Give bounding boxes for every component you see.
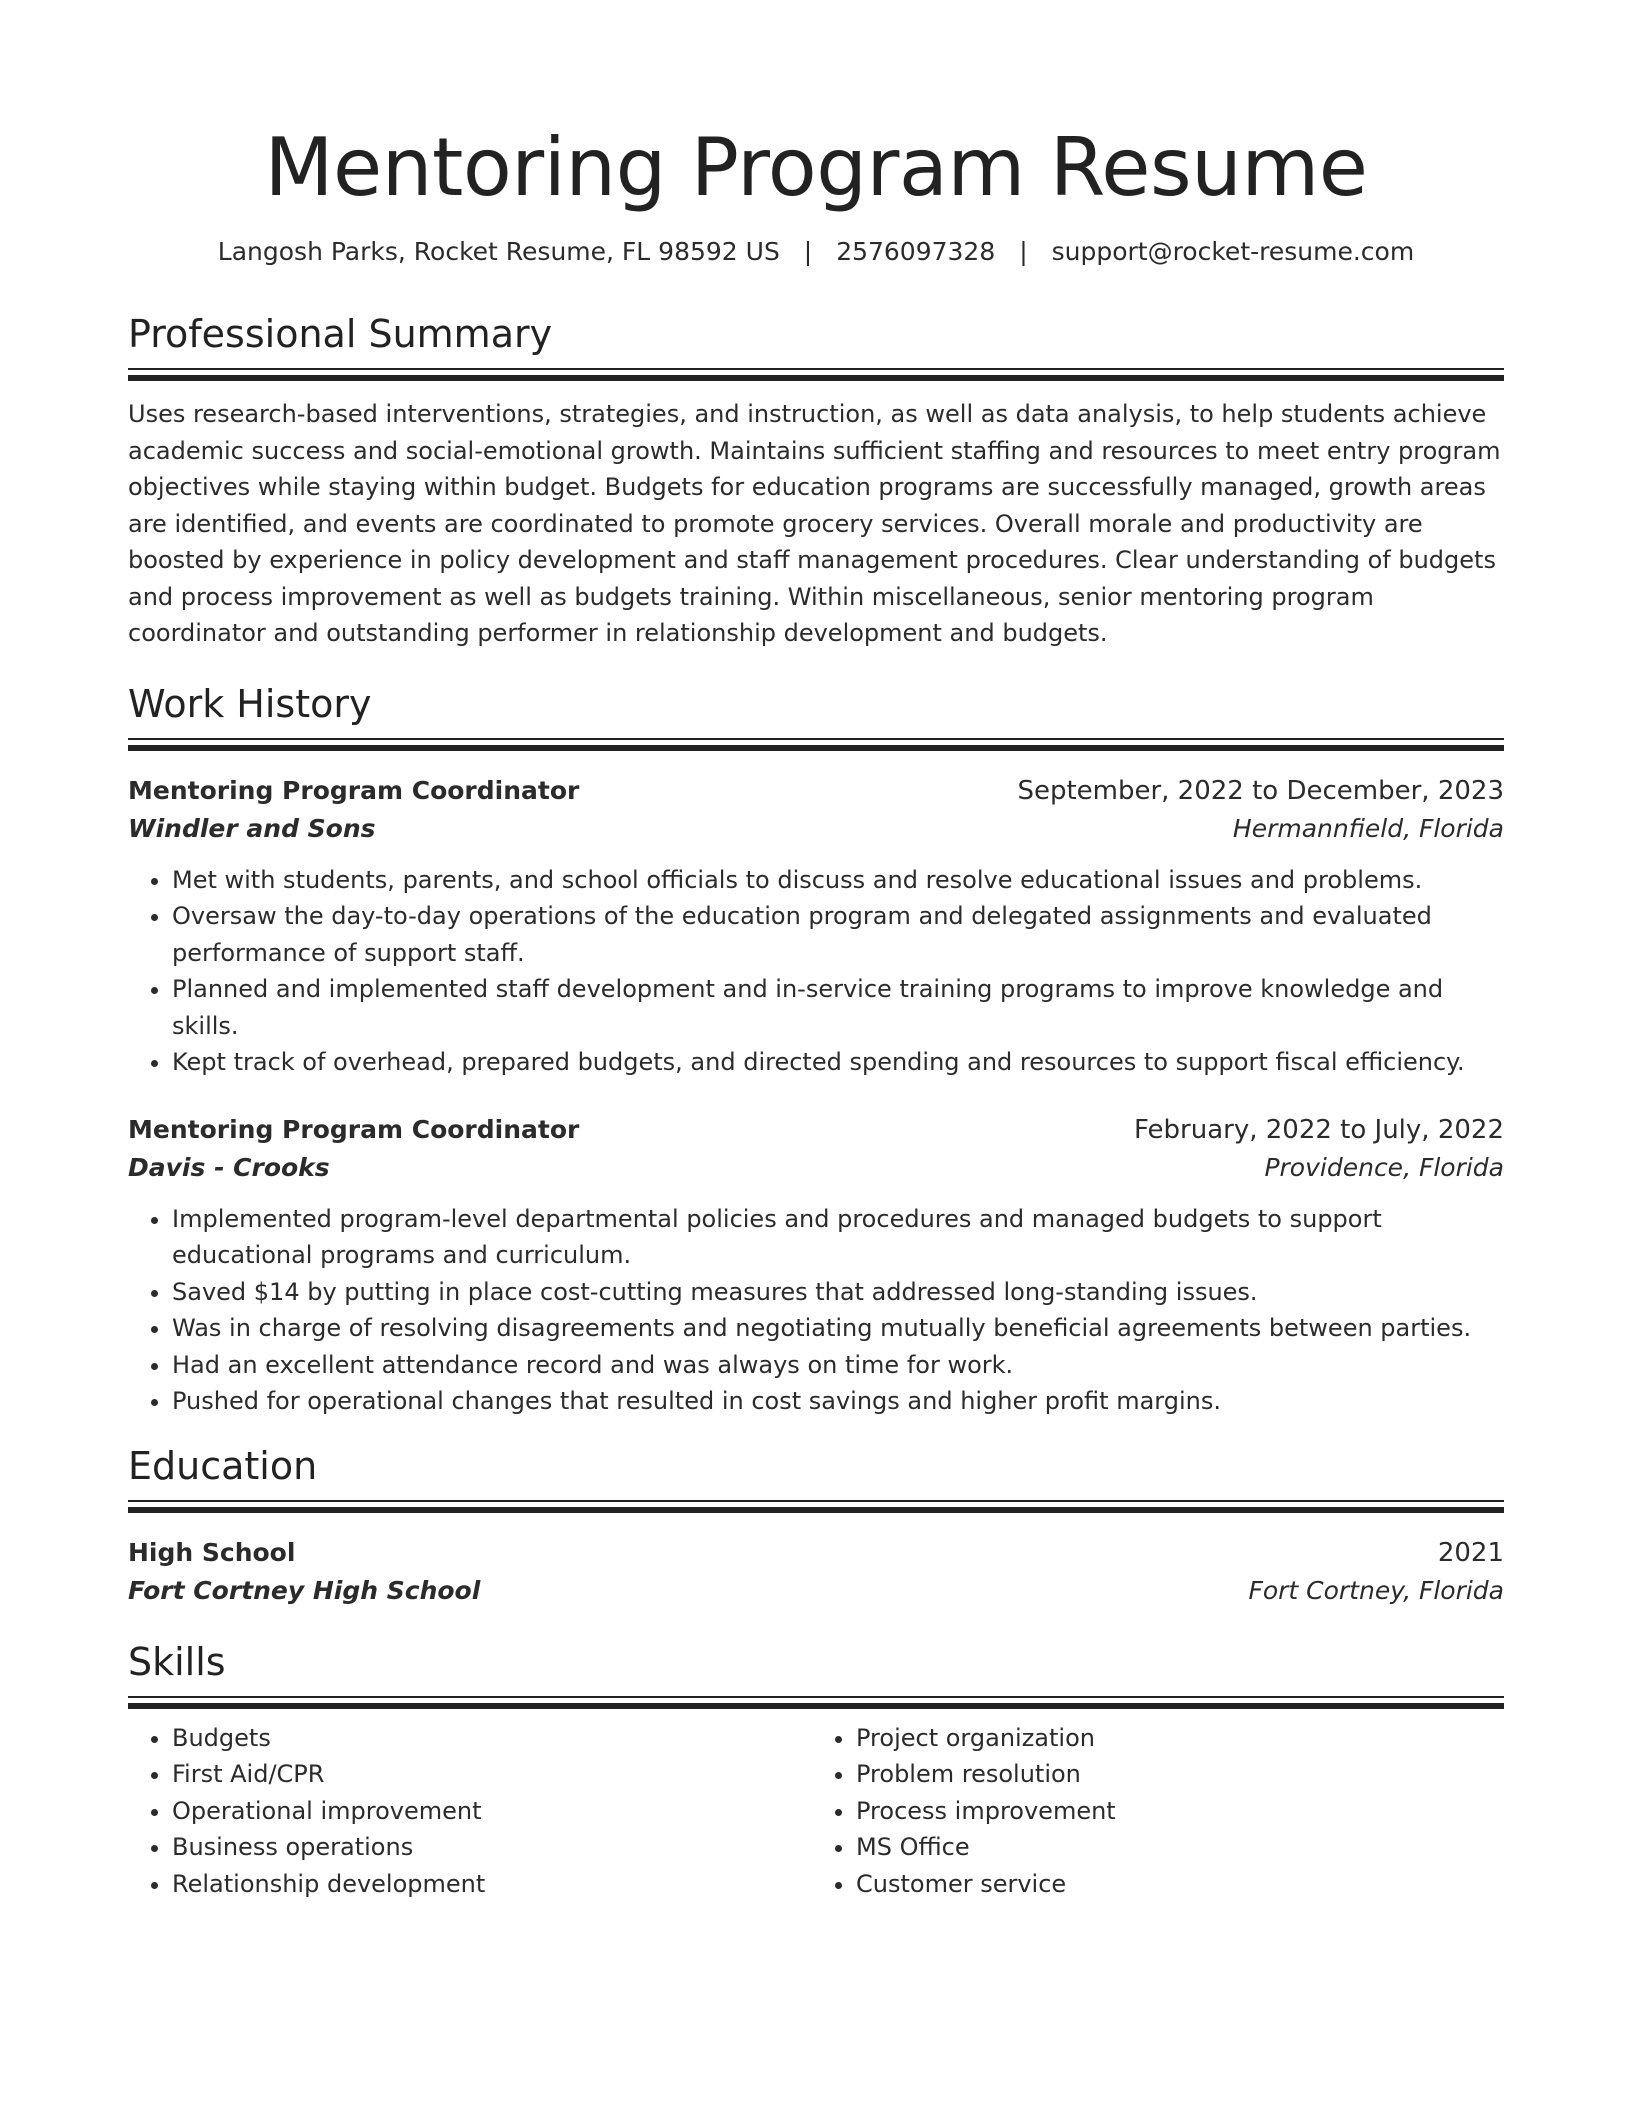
skills-columns: [128, 1720, 1504, 1903]
education-location: Fort Cortney, Florida: [1248, 1575, 1504, 1605]
list-item: • MS Office: [856, 1829, 1490, 1866]
contact-separator: |: [1019, 237, 1028, 266]
work-history-section: [128, 680, 1504, 1420]
skills-section: [128, 1638, 1504, 1903]
job-company-row: [128, 1149, 1504, 1187]
resume-name: Mentoring Program Resume: [264, 121, 1368, 214]
list-item: • Implemented program-level departmental policies and procedures and managed budgets to support educational programs and curriculum.: [172, 1201, 1504, 1274]
contact-email: support@rocket-resume.com: [1051, 237, 1415, 266]
list-item: • Relationship development: [172, 1866, 806, 1903]
list-item: • First Aid/CPR: [172, 1756, 806, 1793]
education-degree: High School: [128, 1537, 296, 1567]
section-title-education: Education: [128, 1443, 318, 1488]
list-item: • Saved $14 by putting in place cost-cutting measures that addressed long-standing issues.: [172, 1274, 1504, 1311]
section-divider: [128, 738, 1504, 750]
section-divider: [128, 1500, 1504, 1512]
job-header-row: [128, 1111, 1504, 1149]
education-header-row: [128, 1534, 1504, 1572]
job-company-row: [128, 810, 1504, 848]
section-title-work: Work History: [128, 681, 372, 726]
job-title: Mentoring Program Coordinator: [128, 775, 580, 805]
education-school: Fort Cortney High School: [128, 1575, 481, 1605]
resume-page: [128, 0, 1504, 1902]
list-item: • Had an excellent attendance record and was always on time for work.: [172, 1347, 1504, 1384]
list-item: • Planned and implemented staff development and in-service training programs to improve knowledge and skills.: [172, 971, 1504, 1044]
section-title-summary: Professional Summary: [128, 312, 553, 356]
contact-line: [128, 234, 1504, 270]
job-entry: [128, 1111, 1504, 1420]
list-item: • Problem resolution: [856, 1756, 1490, 1793]
job-bullets: [128, 862, 1504, 1081]
list-item: • Oversaw the day-to-day operations of the education program and delegated assignments and evaluated performance of support staff.: [172, 898, 1504, 971]
job-entry: [128, 772, 1504, 1081]
education-school-row: [128, 1572, 1504, 1610]
education-year: 2021: [1437, 1537, 1504, 1568]
summary-text: Uses research-based interventions, strategies, and instruction, as well as data analysis, to help students achieve academic success and social-emotional growth. Maintains sufficient staffing and resources to meet entry program objectives while staying within budget. Budgets for education programs are successfully managed, growth areas are identified, and events are coordinated to promote grocery services. Overall morale and productivity are boosted by experience in policy development and staff management procedures. Clear understanding of budgets and process improvement as well as budgets training. Within miscellaneous, senior mentoring program coordinator and outstanding performer in relationship development and budgets.: [128, 400, 1501, 647]
section-divider: [128, 368, 1504, 380]
list-item: • Process improvement: [856, 1793, 1490, 1830]
job-location: Hermannfield, Florida: [1232, 813, 1504, 843]
list-item: • Operational improvement: [172, 1793, 806, 1830]
list-item: • Project organization: [856, 1720, 1490, 1757]
list-item: • Customer service: [856, 1866, 1490, 1903]
list-item: • Business operations: [172, 1829, 806, 1866]
section-divider: [128, 1696, 1504, 1708]
job-dates: September, 2022 to December, 2023: [1017, 775, 1504, 806]
summary-section: [128, 310, 1504, 652]
list-item: • Met with students, parents, and school officials to discuss and resolve educational issues and problems.: [172, 862, 1504, 899]
section-title-skills: Skills: [128, 1639, 226, 1684]
job-header-row: [128, 772, 1504, 810]
contact-separator: |: [803, 237, 813, 266]
education-section: [128, 1442, 1504, 1610]
job-location: Providence, Florida: [1264, 1152, 1504, 1182]
job-dates: February, 2022 to July, 2022: [1134, 1114, 1504, 1145]
job-bullets: [128, 1201, 1504, 1420]
job-company: Davis - Crooks: [128, 1152, 330, 1182]
list-item: • Budgets: [172, 1720, 806, 1757]
skills-list-left: [128, 1720, 806, 1903]
contact-phone: 2576097328: [836, 237, 996, 266]
list-item: • Pushed for operational changes that resulted in cost savings and higher profit margins.: [172, 1383, 1504, 1420]
skills-list-right: [806, 1720, 1490, 1903]
list-item: • Kept track of overhead, prepared budgets, and directed spending and resources to support fiscal efficiency.: [172, 1044, 1504, 1081]
job-title: Mentoring Program Coordinator: [128, 1114, 580, 1144]
list-item: • Was in charge of resolving disagreements and negotiating mutually beneficial agreements between parties.: [172, 1310, 1504, 1347]
contact-address: Langosh Parks, Rocket Resume, FL 98592 US: [217, 237, 780, 266]
job-company: Windler and Sons: [128, 813, 376, 843]
